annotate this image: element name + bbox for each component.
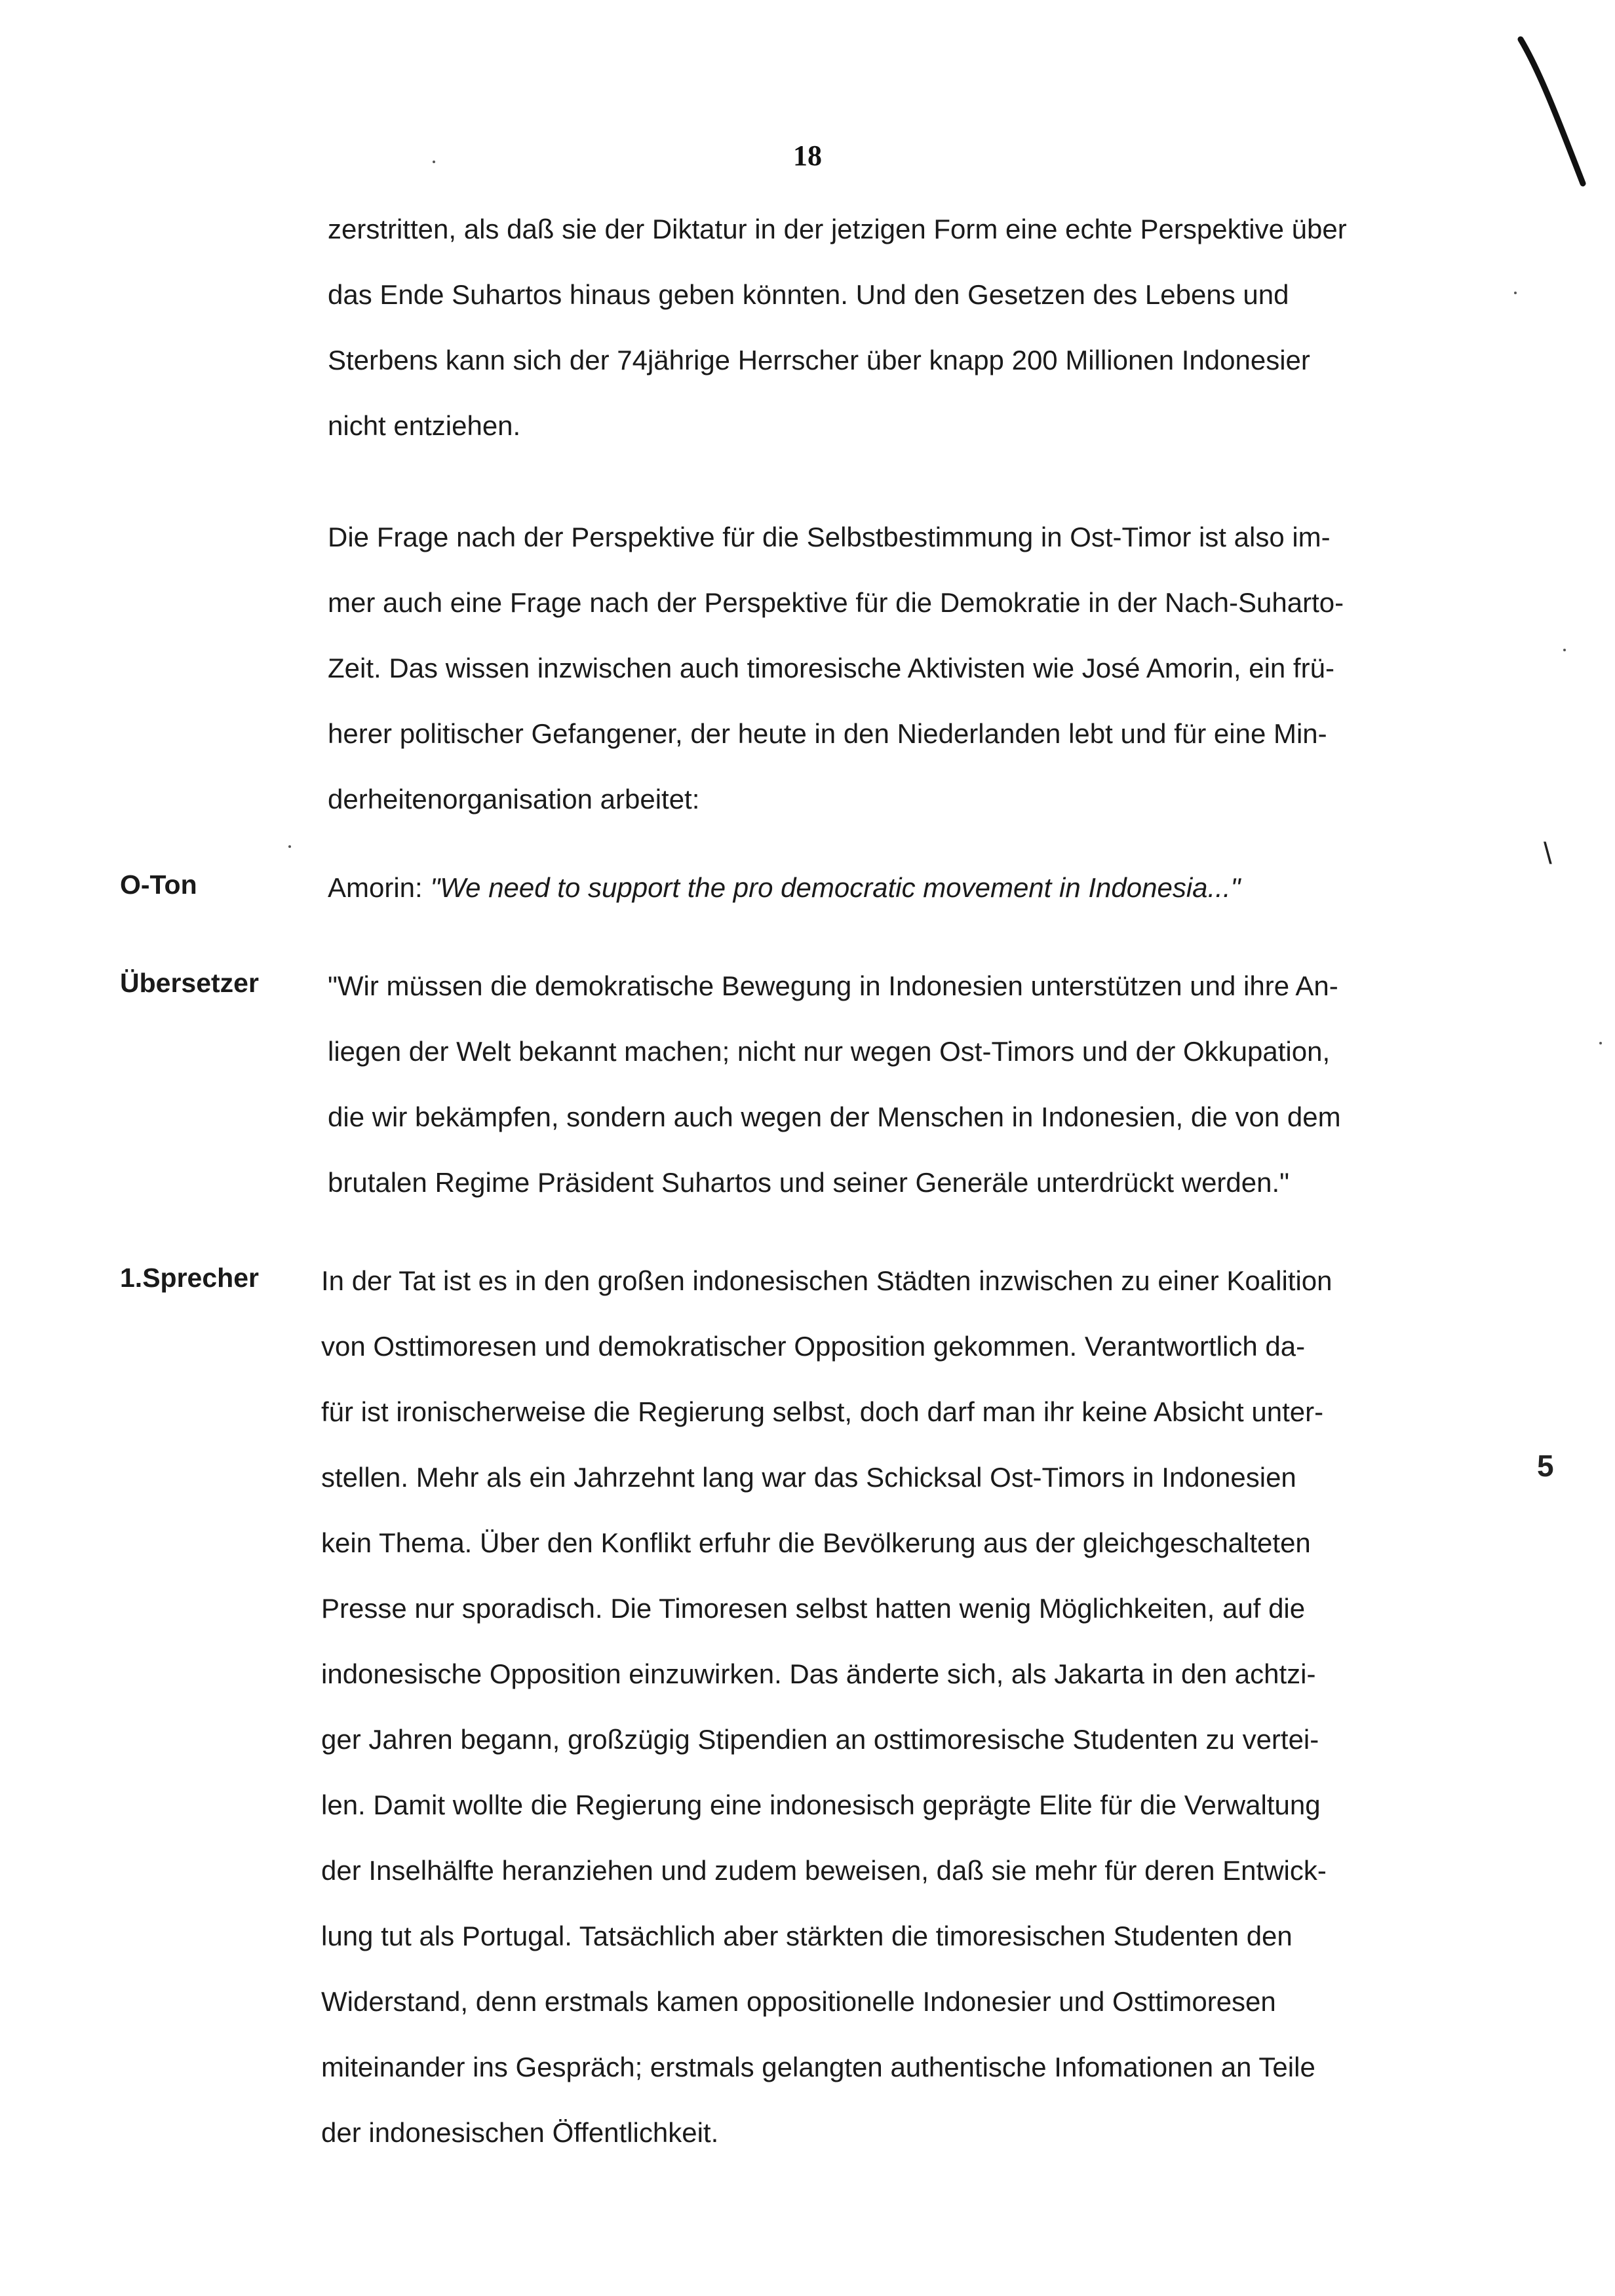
scan-speck bbox=[288, 845, 291, 848]
scan-speck bbox=[1599, 1042, 1602, 1044]
uebersetzer-text bbox=[328, 953, 1481, 1215]
o-ton-line bbox=[328, 855, 1481, 921]
text-line: len. Damit wollte die Regierung eine indonesisch geprägte Elite für die Verwaltung bbox=[321, 1789, 1321, 1820]
text-line: derheitenorganisation arbeitet: bbox=[328, 784, 700, 814]
text-line: nicht entziehen. bbox=[328, 410, 521, 441]
text-line: Die Frage nach der Perspektive für die Selbstbestimmung in Ost-Timor ist also im- bbox=[328, 522, 1331, 552]
page-number: 18 bbox=[793, 140, 822, 172]
speaker-label-o-ton: O-Ton bbox=[120, 870, 197, 900]
text-line: indonesische Opposition einzuwirken. Das änderte sich, als Jakarta in den achtzi- bbox=[321, 1658, 1316, 1689]
o-ton-prefix: Amorin: bbox=[328, 872, 431, 903]
text-line: "Wir müssen die demokratische Bewegung in Indonesien unterstützen und ihre An- bbox=[328, 970, 1338, 1001]
text-line: herer politischer Gefangener, der heute in den Niederlanden lebt und für eine Min- bbox=[328, 718, 1327, 749]
handwritten-stroke-mark bbox=[1508, 26, 1599, 197]
text-line: liegen der Welt bekannt machen; nicht nur wegen Ost-Timors und der Okkupation, bbox=[328, 1036, 1331, 1067]
paragraph-2 bbox=[328, 505, 1481, 832]
text-line: die wir bekämpfen, sondern auch wegen der Menschen in Indonesien, die von dem bbox=[328, 1101, 1341, 1132]
text-line: ger Jahren begann, großzügig Stipendien an osttimoresische Studenten zu vertei- bbox=[321, 1724, 1319, 1755]
text-line: der Inselhälfte heranziehen und zudem beweisen, daß sie mehr für deren Entwick- bbox=[321, 1855, 1327, 1886]
text-line: Widerstand, denn erstmals kamen oppositionelle Indonesier und Osttimoresen bbox=[321, 1986, 1276, 2017]
text-line: kein Thema. Über den Konflikt erfuhr die Bevölkerung aus der gleichgeschalteten bbox=[321, 1527, 1311, 1558]
text-line: zerstritten, als daß sie der Diktatur in der jetzigen Form eine echte Perspektive über bbox=[328, 214, 1347, 244]
o-ton-quote bbox=[328, 855, 1481, 921]
text-line: In der Tat ist es in den großen indonesischen Städten inzwischen zu einer Koalition bbox=[321, 1265, 1333, 1296]
text-line: der indonesischen Öffentlichkeit. bbox=[321, 2117, 719, 2148]
text-line: von Osttimoresen und demokratischer Opposition gekommen. Verantwortlich da- bbox=[321, 1331, 1306, 1362]
scan-speck bbox=[1514, 292, 1517, 294]
sprecher-text bbox=[321, 1248, 1475, 2166]
text-line: mer auch eine Frage nach der Perspektive für die Demokratie in der Nach-Suharto- bbox=[328, 587, 1344, 618]
text-line: Presse nur sporadisch. Die Timoresen selbst hatten wenig Möglichkeiten, auf die bbox=[321, 1593, 1306, 1624]
text-line: stellen. Mehr als ein Jahrzehnt lang war das Schicksal Ost-Timors in Indonesien bbox=[321, 1462, 1296, 1493]
scan-speck bbox=[1563, 649, 1566, 651]
text-line: Zeit. Das wissen inzwischen auch timoresische Aktivisten wie José Amorin, ein frü- bbox=[328, 653, 1334, 683]
text-line: Sterbens kann sich der 74jährige Herrscher über knapp 200 Millionen Indonesier bbox=[328, 345, 1310, 375]
text-line: miteinander ins Gespräch; erstmals gelangten authentische Infomationen an Teile bbox=[321, 2052, 1315, 2082]
text-line: lung tut als Portugal. Tatsächlich aber stärkten die timoresischen Studenten den bbox=[321, 1921, 1293, 1951]
speaker-label-sprecher: 1.Sprecher bbox=[120, 1263, 259, 1293]
speaker-label-uebersetzer: Übersetzer bbox=[120, 968, 259, 998]
margin-mark-stroke: \ bbox=[1544, 836, 1552, 870]
text-line: das Ende Suhartos hinaus geben könnten. Und den Gesetzen des Lebens und bbox=[328, 279, 1289, 310]
margin-mark-five: 5 bbox=[1537, 1449, 1554, 1483]
text-line: brutalen Regime Präsident Suhartos und seiner Generäle unterdrückt werden." bbox=[328, 1167, 1290, 1198]
scan-speck bbox=[433, 161, 435, 163]
o-ton-quote-text: "We need to support the pro democratic movement in Indonesia..." bbox=[430, 872, 1241, 903]
text-line: für ist ironischerweise die Regierung selbst, doch darf man ihr keine Absicht unter- bbox=[321, 1396, 1324, 1427]
paragraph-1 bbox=[328, 197, 1481, 459]
